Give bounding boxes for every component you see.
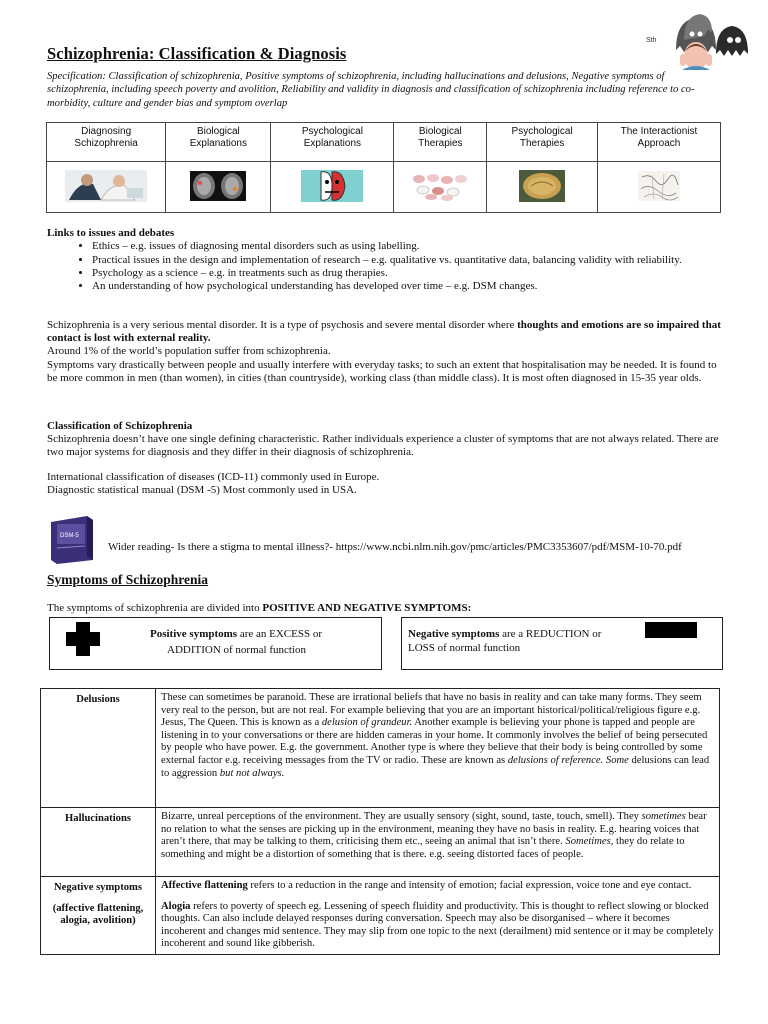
table-row [41,877,720,955]
links-section [47,227,737,293]
topic-header: Psychological Explanations [271,123,394,162]
delusions-description: These can sometimes be paranoid. These are irrational beliefs that have no basis in reality and can take many forms. They seem very real to the person, but are not real. For example believing that you are an important historical/political/religious figure e.g. Jesus, The Queen. This is known as a delusion of grandeur. Another example is believing your phone is tapped and people are listening in to your conversations or there are hidden cameras in your home. It commonly involves the belief of being persecuted by people who have power. E.g. the government. Another type is where they believe that their body is being controlled by some external factor e.g. receiving messages from the TV or radio. These are known as delusions of reference. Some delusions can lead to aggression but not always. [156,689,720,808]
negative-text: are a REDUCTION or [499,628,602,640]
intro-bold-text: thoughts and emotions are so impaired that contact is lost with external reality. [47,319,721,345]
prevalence-text: Around 1% of the world’s population suffer from schizophrenia. [47,345,331,358]
symptoms-table [40,688,720,955]
icd-text: International classification of diseases (ICD-11) commonly used in Europe. [47,470,380,483]
doctor-patient-photo-icon [65,170,147,202]
topic-image-cell [487,162,598,213]
topic-header: Biological Explanations [166,123,271,162]
list-item: • Psychology as a science – e.g. in treatments such as drug therapies. [92,267,737,280]
specification-label: Specification [47,71,103,82]
split-face-icon [301,170,363,202]
topic-header: Diagnosing Schizophrenia [47,123,166,162]
list-item: • Practical issues in the design and implementation of research – e.g. qualitative vs. quantitative data, balancing validity with reliability. [92,254,737,267]
positive-line-1 [150,627,322,641]
corner-label: Sth [646,37,657,44]
negative-bold: Negative symptoms [408,628,500,640]
symptoms-vary-text: Symptoms vary drastically between people and usually interfere with everyday tasks; to such an extent that hospitalisation may be needed. It is found to be more common in men (than women), in cities (than countryside), working class (than middle class). It is most often diagnosed in 15-35 year olds. [47,358,717,384]
classification-heading: Classification of Schizophrenia [47,420,193,432]
minus-icon [645,622,697,638]
links-list [47,240,737,293]
intro-text: Schizophrenia is a very serious mental disorder. It is a type of psychosis and severe mental disorder where [47,319,518,331]
positive-line-2: ADDITION of normal function [167,644,306,656]
page-title: Schizophrenia: Classification & Diagnosis [47,44,347,63]
classification-text: Schizophrenia doesn’t have one single defining characteristic. Rather individuals experience a cluster of symptoms that are not always related. There are two major systems for diagnosis and they differ in their diagnosis of schizophrenia. [47,433,719,459]
positive-bold: Positive symptoms [150,628,238,640]
affective-flattening-text: Affective flattening refers to a reduction in the range and intensity of emotion; facial expression, voice tone and eye contact. [161,880,692,891]
plus-icon [66,622,100,656]
negative-symptoms-label [41,877,156,955]
topics-table [46,122,721,213]
topic-image-cell [47,162,166,213]
wider-reading-link[interactable]: Wider reading- Is there a stigma to mental illness?- https://www.ncbi.nlm.nih.gov/pmc/articles/PMC3353607/pdf/MSM-10-70.pdf [108,541,682,553]
negative-symptoms-box [401,617,723,670]
book-label: DSM-5 [60,533,79,539]
hallucinations-label: Hallucinations [41,808,156,877]
hallucinations-description: Bizarre, unreal perceptions of the environment. They are usually sensory (sight, sound, taste, touch, smell). They sometimes bear no relation to what the senses are picking up in the environment, meaning they have no basis in reality. E.g. hearing voices that aren’t there, that may be talking to them, criticising them etc., seeing an animal that isn’t there. Sometimes, they do relate to something and might be a distortion of something that is there. e.g. seeing distorted faces of people. [156,808,720,877]
dsm-book-icon [47,514,97,564]
negative-line-1 [408,627,601,641]
symptoms-intro-bold: POSITIVE AND NEGATIVE SYMPTOMS: [262,602,472,614]
table-row [41,689,720,808]
delusions-label: Delusions [41,689,156,808]
intro-section [47,319,725,385]
negative-line-2: LOSS of normal function [408,642,521,654]
negative-label-sub: (affective flattening, alogia, avolition) [52,902,144,927]
topic-image-cell [394,162,487,213]
topic-header: Biological Therapies [394,123,487,162]
brain-scan-icon [190,171,246,201]
topic-image-cell [271,162,394,213]
specification [47,70,727,110]
positive-symptoms-box [49,617,382,670]
specification-text: : Classification of schizophrenia, Positive symptoms of schizophrenia, including hallucinations and delusions, Negative symptoms of schizophrenia, including speech poverty and avolition, Reliability and validity in diagnosis and classification of schizophrenia including reference to co-morbidity, culture and gender bias and symptom overlap [47,71,695,109]
table-row [41,808,720,877]
links-heading: Links to issues and debates [47,227,175,239]
alogia-text: Alogia refers to poverty of speech eg. Lessening of speech fluidity and productivity. This is thought to reflect slowing or blocked thoughts. Can also include delayed responses during conversation. Speech may also be disorganised – where it becomes incoherent and changes mid sentence. They may slip from one topic to the next (derailment) mid sentence or it may be completely incoherent and sound like gibberish. [161,900,714,950]
negative-symptoms-description [156,877,720,955]
topic-image-cell [166,162,271,213]
positive-text: are an EXCESS or [237,628,323,640]
list-item: • An understanding of how psychological understanding has developed over time – e.g. DSM changes. [92,280,737,293]
symptoms-heading: Symptoms of Schizophrenia [47,572,209,587]
symptoms-intro-text: The symptoms of schizophrenia are divided into [47,602,263,614]
negative-label-title: Negative symptoms [54,882,142,893]
ghosts-illustration-icon [646,10,750,72]
list-item: • Ethics – e.g. issues of diagnosing mental disorders such as using labelling. [92,240,737,253]
topic-header: The Interactionist Approach [597,123,720,162]
pills-icon [411,171,469,201]
classification-section [47,420,725,497]
topic-header: Psychological Therapies [487,123,598,162]
symptoms-intro [47,602,471,614]
petri-dish-icon [519,170,565,202]
topic-image-cell [597,162,720,213]
dsm-text: Diagnostic statistical manual (DSM -5) Most commonly used in USA. [47,483,357,496]
sketch-icon [638,171,680,201]
intro-paragraph [47,319,725,345]
